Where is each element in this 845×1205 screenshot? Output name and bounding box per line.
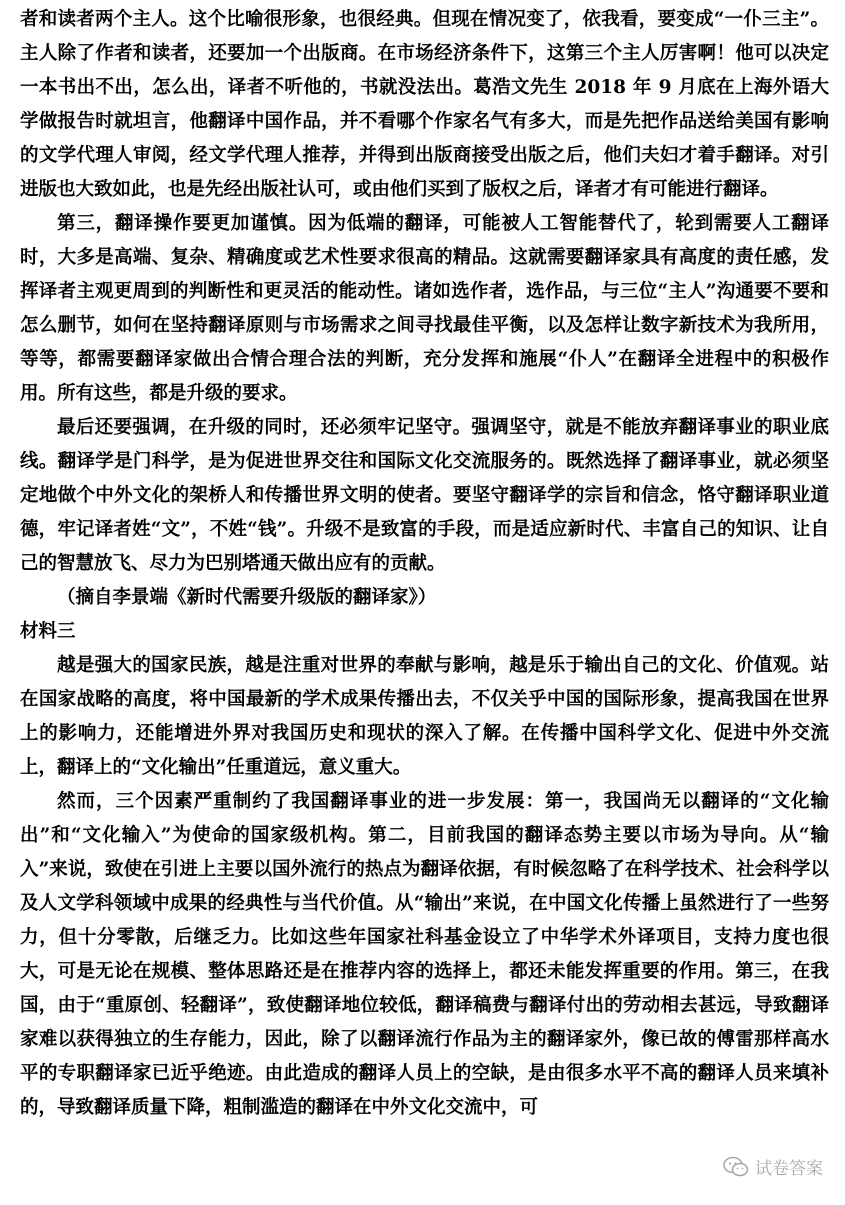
paragraph-conclusion: 最后还要强调，在升级的同时，还必须牢记坚守。强调坚守，就是不能放弃翻译事业的职业底线。翻译学是门科学，是为促进世界交往和国际文化交流服务的。既然选择了翻译事业，就必须坚定地做个中外文化的架桥人和传播世界文明的使者。要坚守翻译学的宗旨和信念，恪守翻译职业道德，牢记译者姓“文”，不姓“钱”。升级不是致富的手段，而是适应新时代、丰富自己的知识、让自己的智慧放飞、尽力为巴别塔通天做出应有的贡献。: [20, 417, 829, 574]
document-page: [20, 0, 829, 1205]
paragraph-material3-intro: 越是强大的国家民族，越是注重对世界的奉献与影响，越是乐于输出自己的文化、价值观。站在国家战略的高度，将中国最新的学术成果传播出去，不仅关乎中国的国际形象，提高我国在世界上的影响力，还能增进外界对我国历史和现状的深入了解。在传播中国科学文化、促进中外交流上，翻译上的“文化输出”任重道远，意义重大。: [20, 655, 829, 778]
paragraph-continued: 者和读者两个主人。这个比喻很形象，也很经典。但现在情况变了，依我看，要变成“一仆三主”。主人除了作者和读者，还要加一个出版商。在市场经济条件下，这第三个主人厉害啊！他可以决定一本书出不出，怎么出，译者不听他的，书就没法出。葛浩文先生 2018 年 9 月底在上海外语大学做报告时就坦言，他翻译中国作品，并不看哪个作家名气有多大，而是先把作品送给美国有影响的文学代理人审阅，经文学代理人推荐，并得到出版商接受出版之后，他们夫妇才着手翻译。对引进版也大致如此，也是先经出版社认可，或由他们买到了版权之后，译者才有可能进行翻译。: [20, 9, 829, 200]
paragraph-third-point: 第三，翻译操作要更加谨慎。因为低端的翻译，可能被人工智能替代了，轮到需要人工翻译时，大多是高端、复杂、精确度或艺术性要求很高的精品。这就需要翻译家具有高度的责任感，发挥译者主观更周到的判断性和更灵活的能动性。诸如选作者，选作品，与三位“主人”沟通要不要和怎么删节，如何在坚持翻译原则与市场需求之间寻找最佳平衡，以及怎样让数字新技术为我所用，等等，都需要翻译家做出合情合理合法的判断，充分发挥和施展“仆人”在翻译全进程中的积极作用。所有这些，都是升级的要求。: [20, 213, 829, 404]
watermark-text: 试卷答案: [755, 1159, 823, 1179]
wechat-icon: [723, 1156, 749, 1178]
paragraph-material3-factors: 然而，三个因素严重制约了我国翻译事业的进一步发展：第一，我国尚无以翻译的“文化输出”和“文化输入”为使命的国家级机构。第二，目前我国的翻译态势主要以市场为导向。从“输入”来说，致使在引进上主要以国外流行的热点为翻译依据，有时候忽略了在科学技术、社会科学以及人文学科领域中成果的经典性与当代价值。从“输出”来说，在中国文化传播上虽然进行了一些努力，但十分零散，后继乏力。比如这些年国家社科基金设立了中华学术外译项目，支持力度也很大，可是无论在规模、整体思路还是在推荐内容的选择上，都还未能发挥重要的作用。第三，在我国，由于“重原创、轻翻译”，致使翻译地位较低，翻译稿费与翻译付出的劳动相去甚远，导致翻译家难以获得独立的生存能力，因此，除了以翻译流行作品为主的翻译家外，像已故的傅雷那样高水平的专职翻译家已近乎绝迹。由此造成的翻译人员上的空缺，是由很多水平不高的翻译人员来填补的，导致翻译质量下降，粗制滥造的翻译在中外文化交流中，可: [20, 791, 829, 1118]
source-citation: （摘自李景端《新时代需要升级版的翻译家》）: [57, 587, 437, 608]
section-heading: 材料三: [20, 621, 76, 642]
watermark: [723, 1154, 823, 1179]
